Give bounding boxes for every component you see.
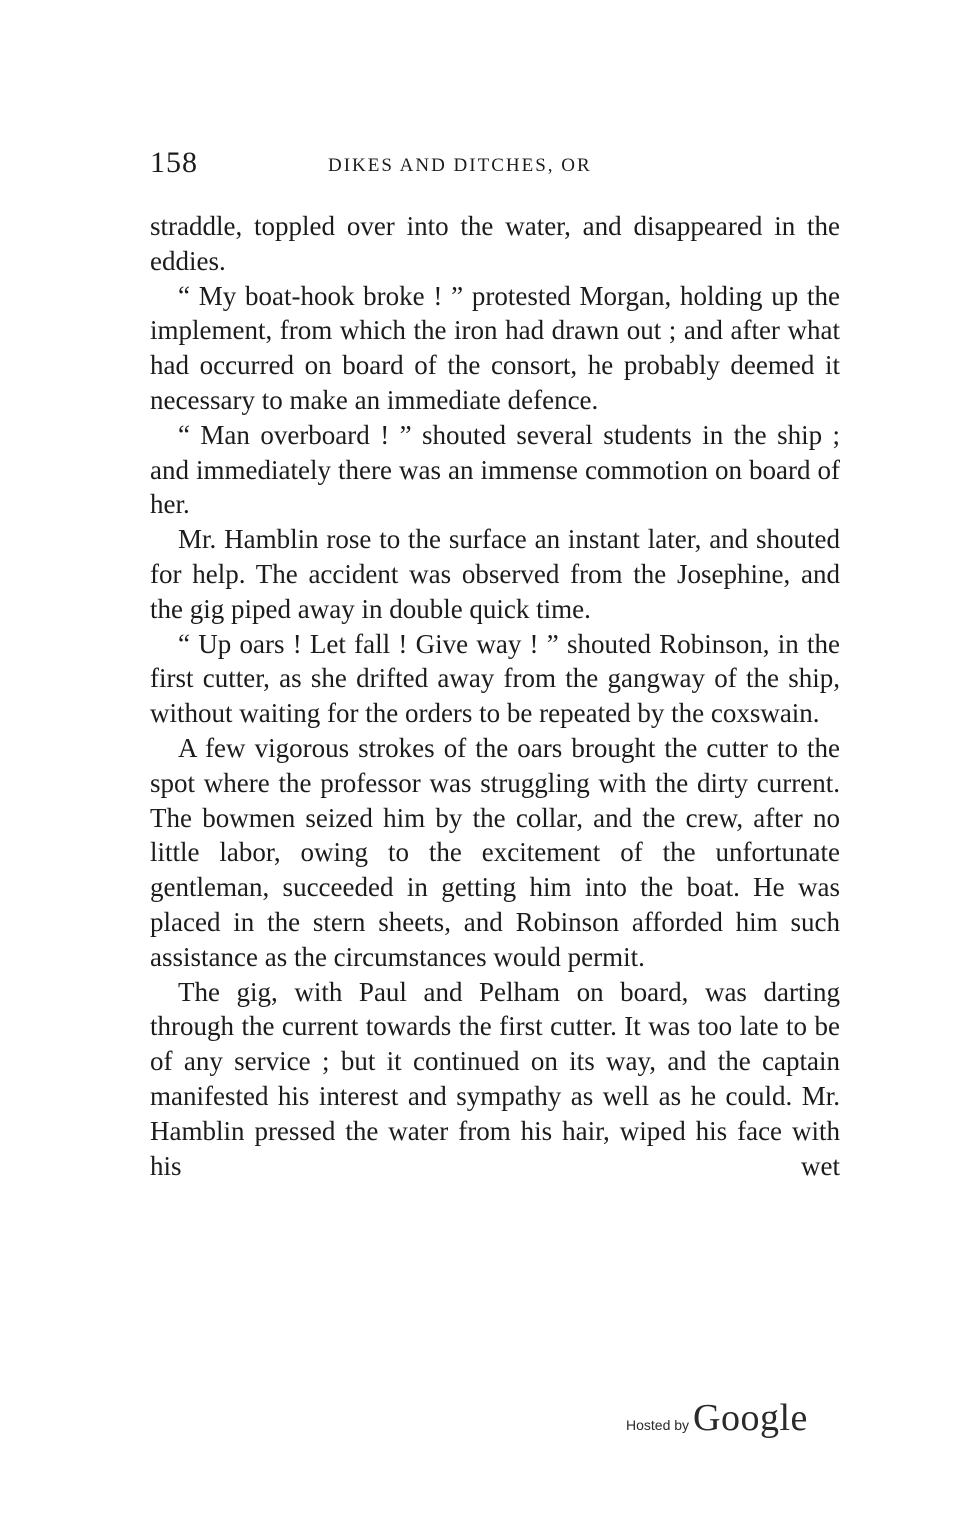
paragraph-1: straddle, toppled over into the water, and disappeared in the eddies. (150, 211, 840, 276)
body-text (150, 209, 840, 1183)
running-head (150, 146, 840, 186)
paragraph-6: A few vigorous strokes of the oars brought the cutter to the spot where the professor was struggling with the dirty current. The bowmen seized him by the collar, and the crew, after no little labor, owing to the excitement of the unfortunate gentleman, succeeded in getting him into the boat. He was placed in the stern sheets, and Robinson afforded him such assistance as the circumstances would permit. (150, 732, 840, 972)
paragraph-4: Mr. Hamblin rose to the surface an instant later, and shouted for help. The accident was observed from the Josephine, and the gig piped away in double quick time. (150, 524, 840, 624)
page-number: 158 (150, 146, 198, 179)
hosted-by-google-watermark (626, 1396, 808, 1446)
hosted-by-label: Hosted by (626, 1417, 690, 1433)
paragraph-7: The gig, with Paul and Pelham on board, was darting through the current towards the first cutter. It was too late to be of any service ; but it continued on its way, and the captain manifested his interest and sympathy as well as he could. Mr. Hamblin pressed the water from his hair, wiped his face with his wet (150, 976, 840, 1181)
running-title: DIKES AND DITCHES, OR (328, 155, 592, 176)
google-logo-text: Google (693, 1397, 808, 1439)
paragraph-2: “ My boat-hook broke ! ” protested Morgan, holding up the implement, from which the iron had drawn out ; and after what had occurred on board of the consort, he probably deemed it necessary to make an immediate defence. (150, 280, 840, 415)
paragraph-5: “ Up oars ! Let fall ! Give way ! ” shouted Robinson, in the first cutter, as she drifted away from the gangway of the ship, without waiting for the orders to be repeated by the coxswain. (150, 628, 840, 729)
paragraph-3: “ Man overboard ! ” shouted several students in the ship ; and immediately there was an immense commotion on board of her. (150, 419, 840, 520)
